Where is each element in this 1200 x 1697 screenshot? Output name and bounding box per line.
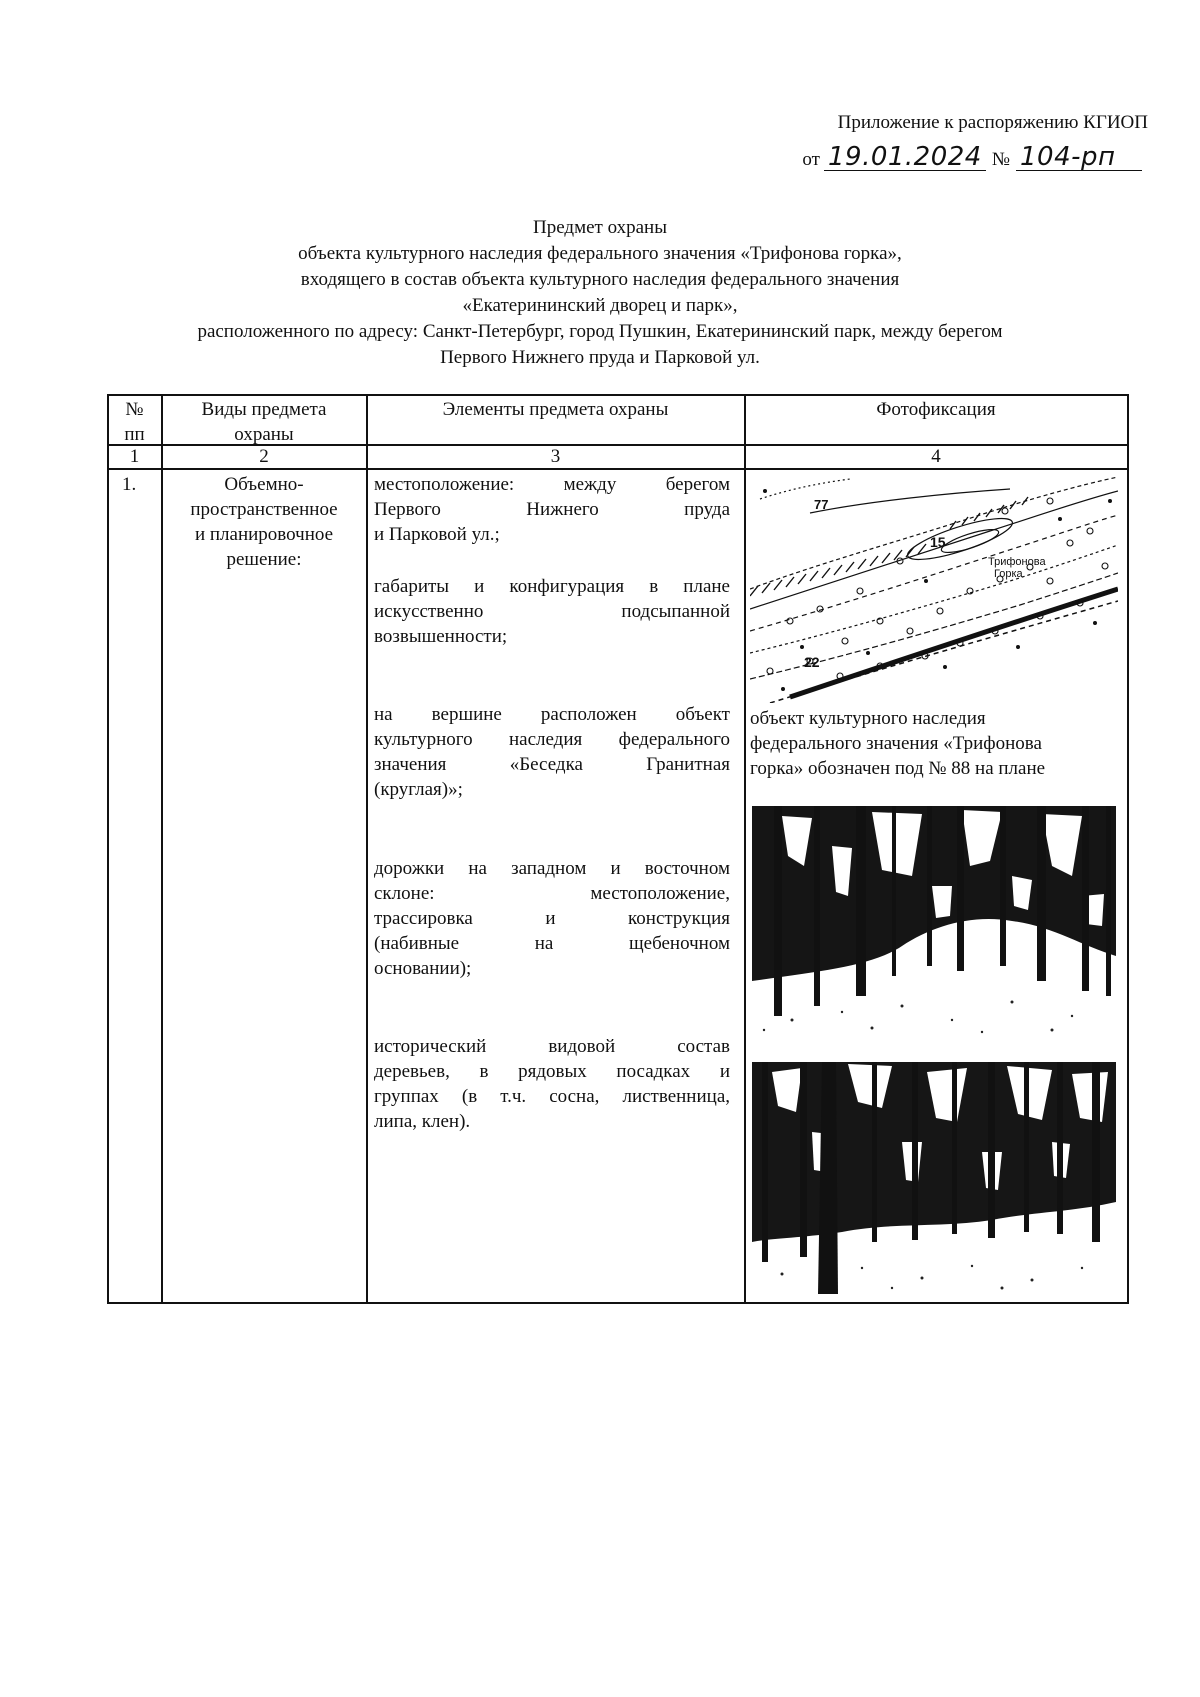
title-line: входящего в состав объекта культурного наследия федерального значения [300, 269, 900, 290]
title-line: Предмет охраны [533, 217, 667, 238]
element-line: местоположение: между берегом [374, 474, 730, 495]
table-border-bottom [107, 1302, 1129, 1304]
element-paths [374, 856, 730, 981]
winter-park-photo-2-drawing [752, 1062, 1116, 1294]
plan-caption [750, 706, 1126, 781]
element-line: дорожки на западном и восточном [374, 858, 730, 879]
header-kind [162, 397, 366, 447]
header-kind-line: охраны [234, 424, 294, 445]
element-line: (круглая)»; [374, 779, 463, 800]
element-line: Первого Нижнего пруда [374, 499, 730, 520]
table-border-left [107, 394, 109, 1304]
caption-line: объект культурного наследия [750, 708, 986, 729]
element-line: липа, клен). [374, 1111, 471, 1132]
protection-kind-line: Объемно- [224, 474, 304, 495]
plan-label-15: 15 [930, 534, 946, 550]
header-elements: Элементы предмета охраны [442, 399, 669, 420]
order-reference [802, 144, 1142, 171]
element-line: культурного наследия федерального [374, 729, 730, 750]
order-number-label: № [991, 149, 1010, 170]
table-col-divider [744, 394, 746, 1304]
element-line: трассировка и конструкция [374, 908, 730, 929]
order-date: 19.01.2024 [824, 144, 986, 171]
winter-park-photo-1-drawing [752, 806, 1116, 1038]
element-line: и Парковой ул.; [374, 524, 500, 545]
plan-label-77: 77 [814, 497, 829, 512]
winter-park-photo-2 [752, 1062, 1116, 1294]
element-trees [374, 1034, 730, 1134]
element-line: группах (в т.ч. сосна, лиственница, [374, 1086, 730, 1107]
order-number: 104-рп [1016, 144, 1142, 171]
caption-line: федерального значения «Трифонова [750, 733, 1042, 754]
winter-park-photo-1 [752, 806, 1116, 1038]
element-line: исторический видовой состав [374, 1036, 730, 1057]
element-line: возвышенности; [374, 626, 508, 647]
header-num-line: пп [124, 424, 145, 445]
site-plan-drawing [750, 471, 1118, 703]
plan-label-name: Горка [994, 568, 1023, 580]
col-number: 1 [129, 446, 140, 467]
protection-kind-line: и планировочное [194, 524, 334, 545]
element-summit-object [374, 702, 730, 802]
col-number: 2 [259, 446, 269, 467]
element-line: деревьев, в рядовых посадках и [374, 1061, 730, 1082]
plan-label-22: 22 [804, 654, 820, 670]
header-num-line: № [125, 399, 144, 420]
element-line: на вершине расположен объект [374, 704, 730, 725]
title-line: «Екатерининский дворец и парк», [462, 295, 738, 316]
title-line: Первого Нижнего пруда и Парковой ул. [440, 347, 760, 368]
caption-line: горка» обозначен под № 88 на плане [750, 758, 1046, 779]
protection-kind [162, 472, 366, 572]
protection-kind-line: решение: [226, 549, 302, 570]
element-line: склоне: местоположение, [374, 883, 730, 904]
table-border-right [1127, 394, 1129, 1304]
plan-label-name: Трифонова [988, 556, 1046, 568]
header-kind-line: Виды предмета [201, 399, 327, 420]
document-title [100, 215, 1100, 371]
site-plan-image [750, 471, 1118, 703]
element-line: габариты и конфигурация в плане [374, 576, 730, 597]
header-photo: Фотофиксация [876, 399, 996, 420]
title-line: расположенного по адресу: Санкт-Петербург, город Пушкин, Екатерининский парк, между берегом [197, 321, 1003, 342]
element-dimensions [374, 574, 730, 649]
element-line: (набивные на щебеночном [374, 933, 730, 954]
col-number: 4 [931, 446, 941, 467]
table-col-divider [366, 394, 368, 1304]
title-line: объекта культурного наследия федерального значения «Трифонова горка», [298, 243, 902, 264]
appendix-reference: Приложение к распоряжению КГИОП [837, 112, 1148, 133]
element-line: искусственно подсыпанной [374, 601, 730, 622]
protection-kind-line: пространственное [190, 499, 338, 520]
table-rule [107, 468, 1129, 470]
element-line: значения «Беседка Гранитная [374, 754, 730, 775]
element-location [374, 472, 730, 547]
row-number: 1. [122, 474, 137, 495]
col-number: 3 [550, 446, 561, 467]
table-border-top [107, 394, 1129, 396]
order-prefix: от [802, 149, 820, 170]
header-num [108, 397, 161, 447]
element-line: основании); [374, 958, 472, 979]
